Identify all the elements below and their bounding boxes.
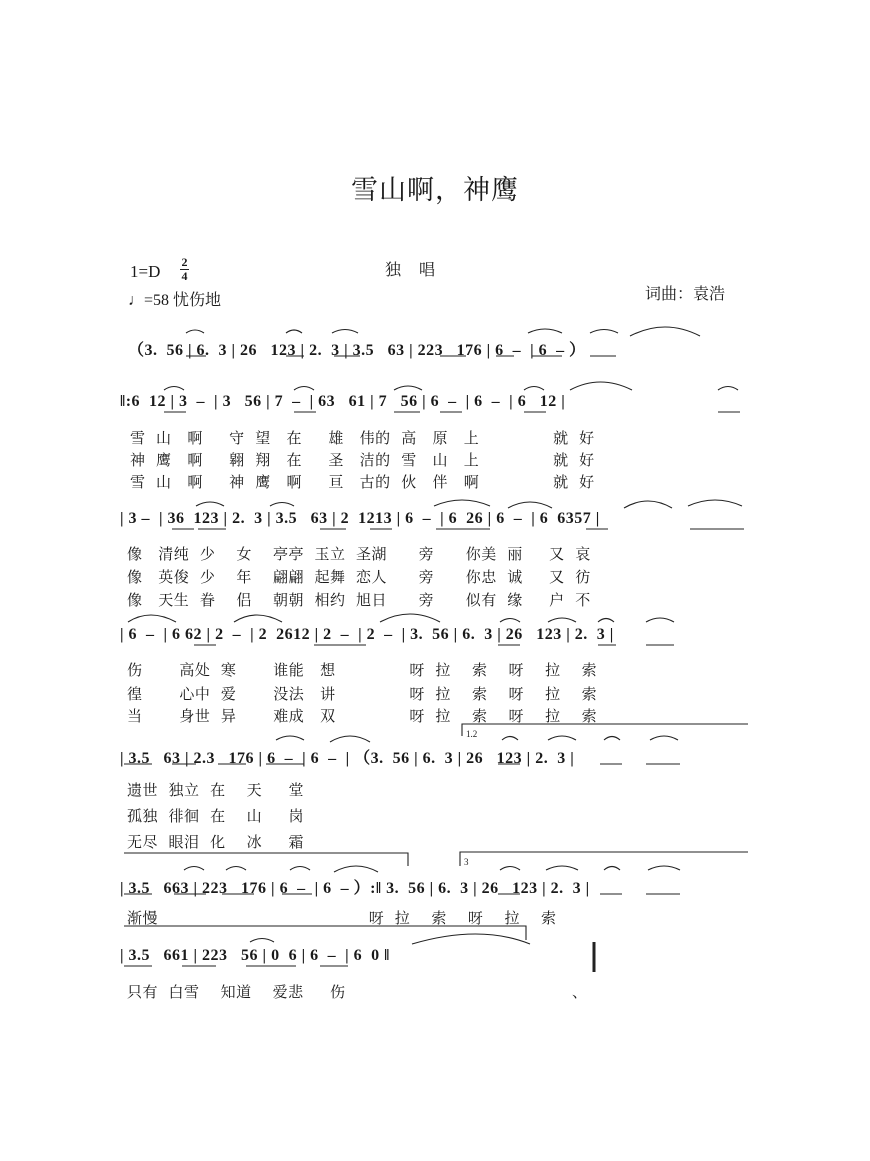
- music-row-5: | 3.5 63 | 2.3 176 | 6 – | 6 – | （3. 56 | 6. 3 | 26 123 | 2. 3 |: [120, 750, 575, 767]
- music-row-4: | 6 – | 6 62 | 2 – | 2 2612 | 2 – | 2 – | 3. 56 | 6. 3 | 26 123 | 2. 3 |: [120, 626, 614, 643]
- music-row-7: | 3.5 661 | 223 56 | 0 6 | 6 – | 6 0 ‖: [120, 947, 390, 964]
- lyric-verse3-line3: 当 身世 异 难成 双 呀 拉 索 呀 拉 索: [127, 707, 598, 725]
- time-numerator: 2: [181, 255, 188, 269]
- lyric-line5: 渐慢 呀 拉 索 呀 拉 索: [127, 909, 557, 927]
- lyric-verse3-line4: 无尽 眼泪 化 冰 霜: [127, 833, 304, 851]
- song-title: 雪山啊，神鹰: [351, 175, 519, 206]
- lyric-line6: 只有 白雪 知道 爱悲 伤 、: [127, 983, 588, 1001]
- music-row-2: ‖:6 12 | 3 – | 3 56 | 7 – | 63 61 | 7 56 | 6 – | 6 – | 6 12 |: [120, 393, 566, 410]
- lyric-verse3-line1: 雪 山 啊 神 鹰 啊 亘 古的 伙 伴 啊 就 好: [130, 473, 595, 491]
- lyric-verse2-line1: 神 鹰 啊 翱 翔 在 圣 洁的 雪 山 上 就 好: [130, 451, 595, 469]
- lyric-verse1-line4: 遗世 独立 在 天 堂: [127, 781, 304, 799]
- composer-credit: 词曲：袁浩: [645, 284, 726, 303]
- expression-marking: 忧伤地: [173, 290, 222, 309]
- subtitle: 独唱: [385, 260, 454, 279]
- key-signature: 1=D: [130, 262, 161, 281]
- volta-1-2-label: 1.2: [466, 729, 478, 739]
- lyric-verse2-line4: 孤独 徘徊 在 山 岗: [127, 807, 304, 825]
- time-denominator: 4: [181, 269, 188, 283]
- lyric-verse2-line2: 像 英俊 少 年 翩翩 起舞 恋人 旁 你忠 诚 又 彷: [127, 568, 591, 586]
- volta-3-label: 3: [464, 857, 469, 867]
- lyric-verse1-line2: 像 清纯 少 女 亭亭 玉立 圣湖 旁 你美 丽 又 哀: [127, 545, 591, 563]
- lyric-verse1-line1: 雪 山 啊 守 望 在 雄 伟的 高 原 上 就 好: [130, 429, 595, 447]
- tempo-value: ♩=58: [128, 292, 170, 309]
- music-row-6: | 3.5 663 | 223 176 | 6 – | 6 – ）:‖ 3. 56 | 6. 3 | 26 123 | 2. 3 |: [120, 880, 590, 897]
- lyric-verse2-line3: 徨 心中 爱 没法 讲 呀 拉 索 呀 拉 索: [127, 685, 598, 703]
- lyric-verse1-line3: 伤 高处 寒 谁能 想 呀 拉 索 呀 拉 索: [127, 661, 598, 679]
- lyric-verse3-line2: 像 天生 眷 侣 朝朝 相约 旭日 旁 似有 缘 户 不: [127, 591, 591, 609]
- music-row-1: （3. 56 | 6. 3 | 26 123 | 2. 3 | 3.5 63 | 223 176 | 6 – | 6 – ）: [128, 342, 586, 359]
- music-row-3: | 3 – | 36 123 | 2. 3 | 3.5 63 | 2 1213 | 6 – | 6 26 | 6 – | 6 6357 |: [120, 510, 600, 527]
